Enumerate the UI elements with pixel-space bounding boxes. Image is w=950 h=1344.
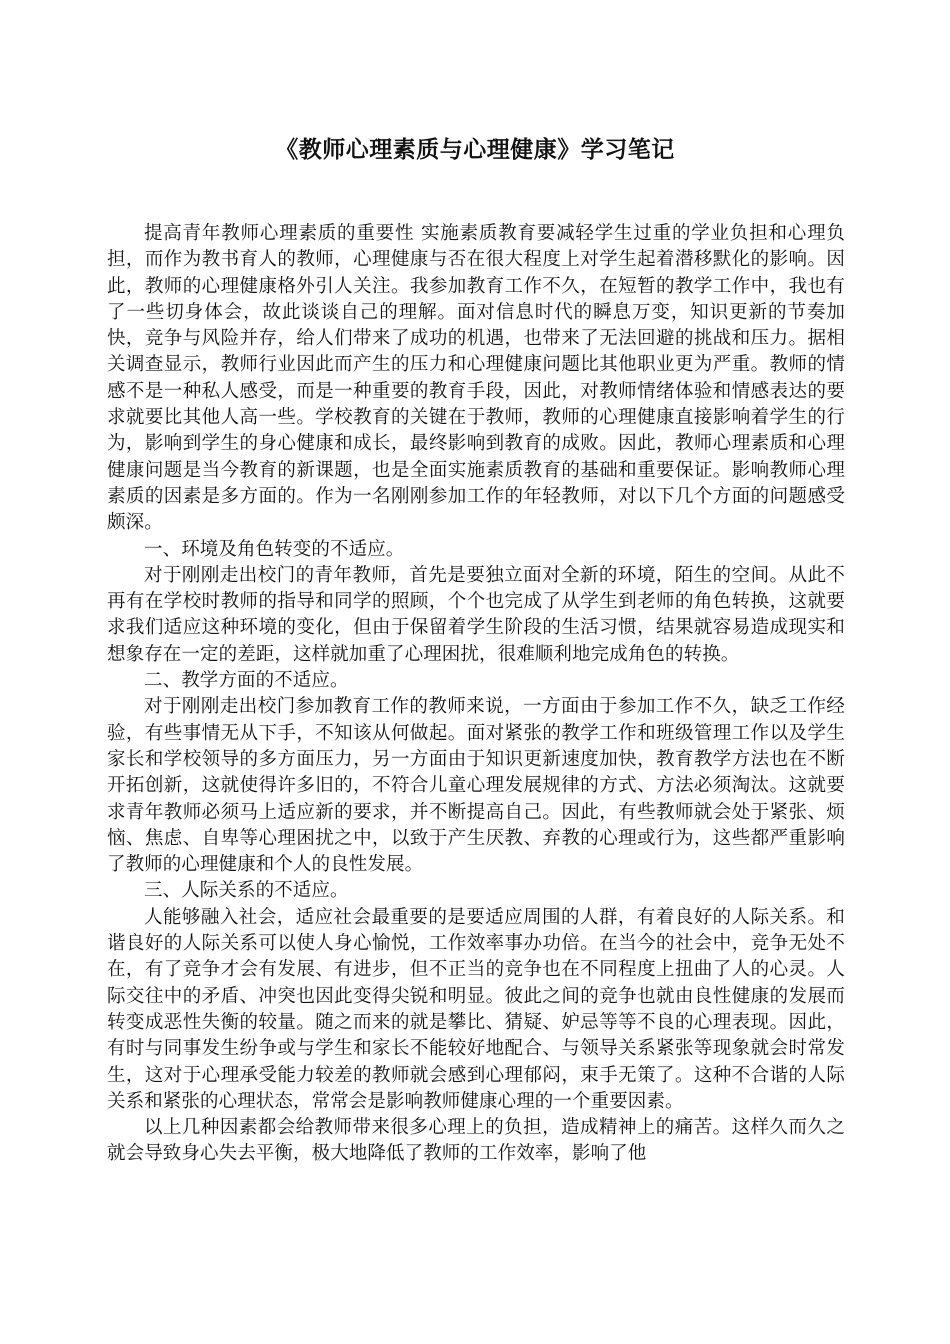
- document-title: 《教师心理素质与心理健康》学习笔记: [275, 137, 675, 163]
- paragraph-section-2: 对于刚刚走出校门参加教育工作的教师来说，一方面由于参加工作不久，缺乏工作经验，有些事情无从下手，不知该从何做起。面对紧张的教学工作和班级管理工作以及学生家长和学校领导的多方面压力，另一方面由于知识更新速度加快，教育教学方法也在不断开拓创新，这就使得许多旧的，不符合儿童心理发展规律的方式、方法必须淘汰。这就要求青年教师必须马上适应新的要求，并不断提高自己。因此，有些教师就会处于紧张、烦恼、焦虑、自卑等心理困扰之中，以致于产生厌教、弃教的心理或行为，这些都严重影响了教师的心理健康和个人的良性发展。: [107, 696, 845, 876]
- paragraph-intro: 提高青年教师心理素质的重要性 实施素质教育要减轻学生过重的学业负担和心理负担，而作为教书育人的教师，心理健康与否在很大程度上对学生起着潜移默化的影响。因此，教师的心理健康格外引人关注。我参加教育工作不久，在短暂的教学工作中，我也有了一些切身体会，故此谈谈自己的理解。面对信息时代的瞬息万变，知识更新的节奏加快，竞争与风险并存，给人们带来了成功的机遇，也带来了无法回避的挑战和压力。据相关调查显示，教师行业因此而产生的压力和心理健康问题比其他职业更为严重。教师的情感不是一种私人感受，而是一种重要的教育手段，因此，对教师情绪体验和情感表达的要求就要比其他人高一些。学校教育的关键在于教师，教师的心理健康直接影响着学生的行为，影响到学生的身心健康和成长，最终影响到教育的成败。因此，教师心理素质和心理健康问题是当今教育的新课题，也是全面实施素质教育的基础和重要保证。影响教师心理素质的因素是多方面的。作为一名刚刚参加工作的年轻教师，对以下几个方面的问题感受颇深。: [107, 223, 845, 534]
- paragraph-conclusion: 以上几种因素都会给教师带来很多心理上的负担，造成精神上的痛苦。这样久而久之就会导致身心失去平衡，极大地降低了教师的工作效率，影响了他: [107, 1117, 845, 1165]
- paragraph-section-3: 人能够融入社会，适应社会最重要的是要适应周围的人群，有着良好的人际关系。和谐良好的人际关系可以使人身心愉悦，工作效率事办功倍。在当今的社会中，竞争无处不在，有了竞争才会有发展、有进步，但不正当的竞争也在不同程度上扭曲了人的心灵。人际交往中的矛盾、冲突也因此变得尖锐和明显。彼此之间的竞争也就由良性健康的发展而转变成恶性失衡的较量。随之而来的就是攀比、猜疑、妒忌等等不良的心理表现。因此，有时与同事发生纷争或与学生和家长不能较好地配合、与领导关系紧张等现象就会时常发生，这对于心理承受能力较差的教师就会感到心理郁闷，束手无策了。这种不合谐的人际关系和紧张的心理状态，常常会是影响教师健康心理的一个重要因素。: [107, 906, 845, 1112]
- section-heading-1: 一、环境及角色转变的不适应。: [144, 538, 405, 560]
- paragraph-section-1: 对于刚刚走出校门的青年教师，首先是要独立面对全新的环境，陌生的空间。从此不再有在学校时教师的指导和同学的照顾，个个也完成了从学生到老师的角色转换，这就要求我们适应这种环境的变化，但由于保留着学生阶段的生活习惯，结果就容易造成现实和想象存在一定的差距，这样就加重了心理困扰，很难顺利地完成角色的转换。: [107, 564, 845, 665]
- section-heading-2: 二、教学方面的不适应。: [144, 670, 349, 692]
- document-body: [107, 221, 845, 1168]
- section-heading-3: 三、人际关系的不适应。: [144, 880, 349, 902]
